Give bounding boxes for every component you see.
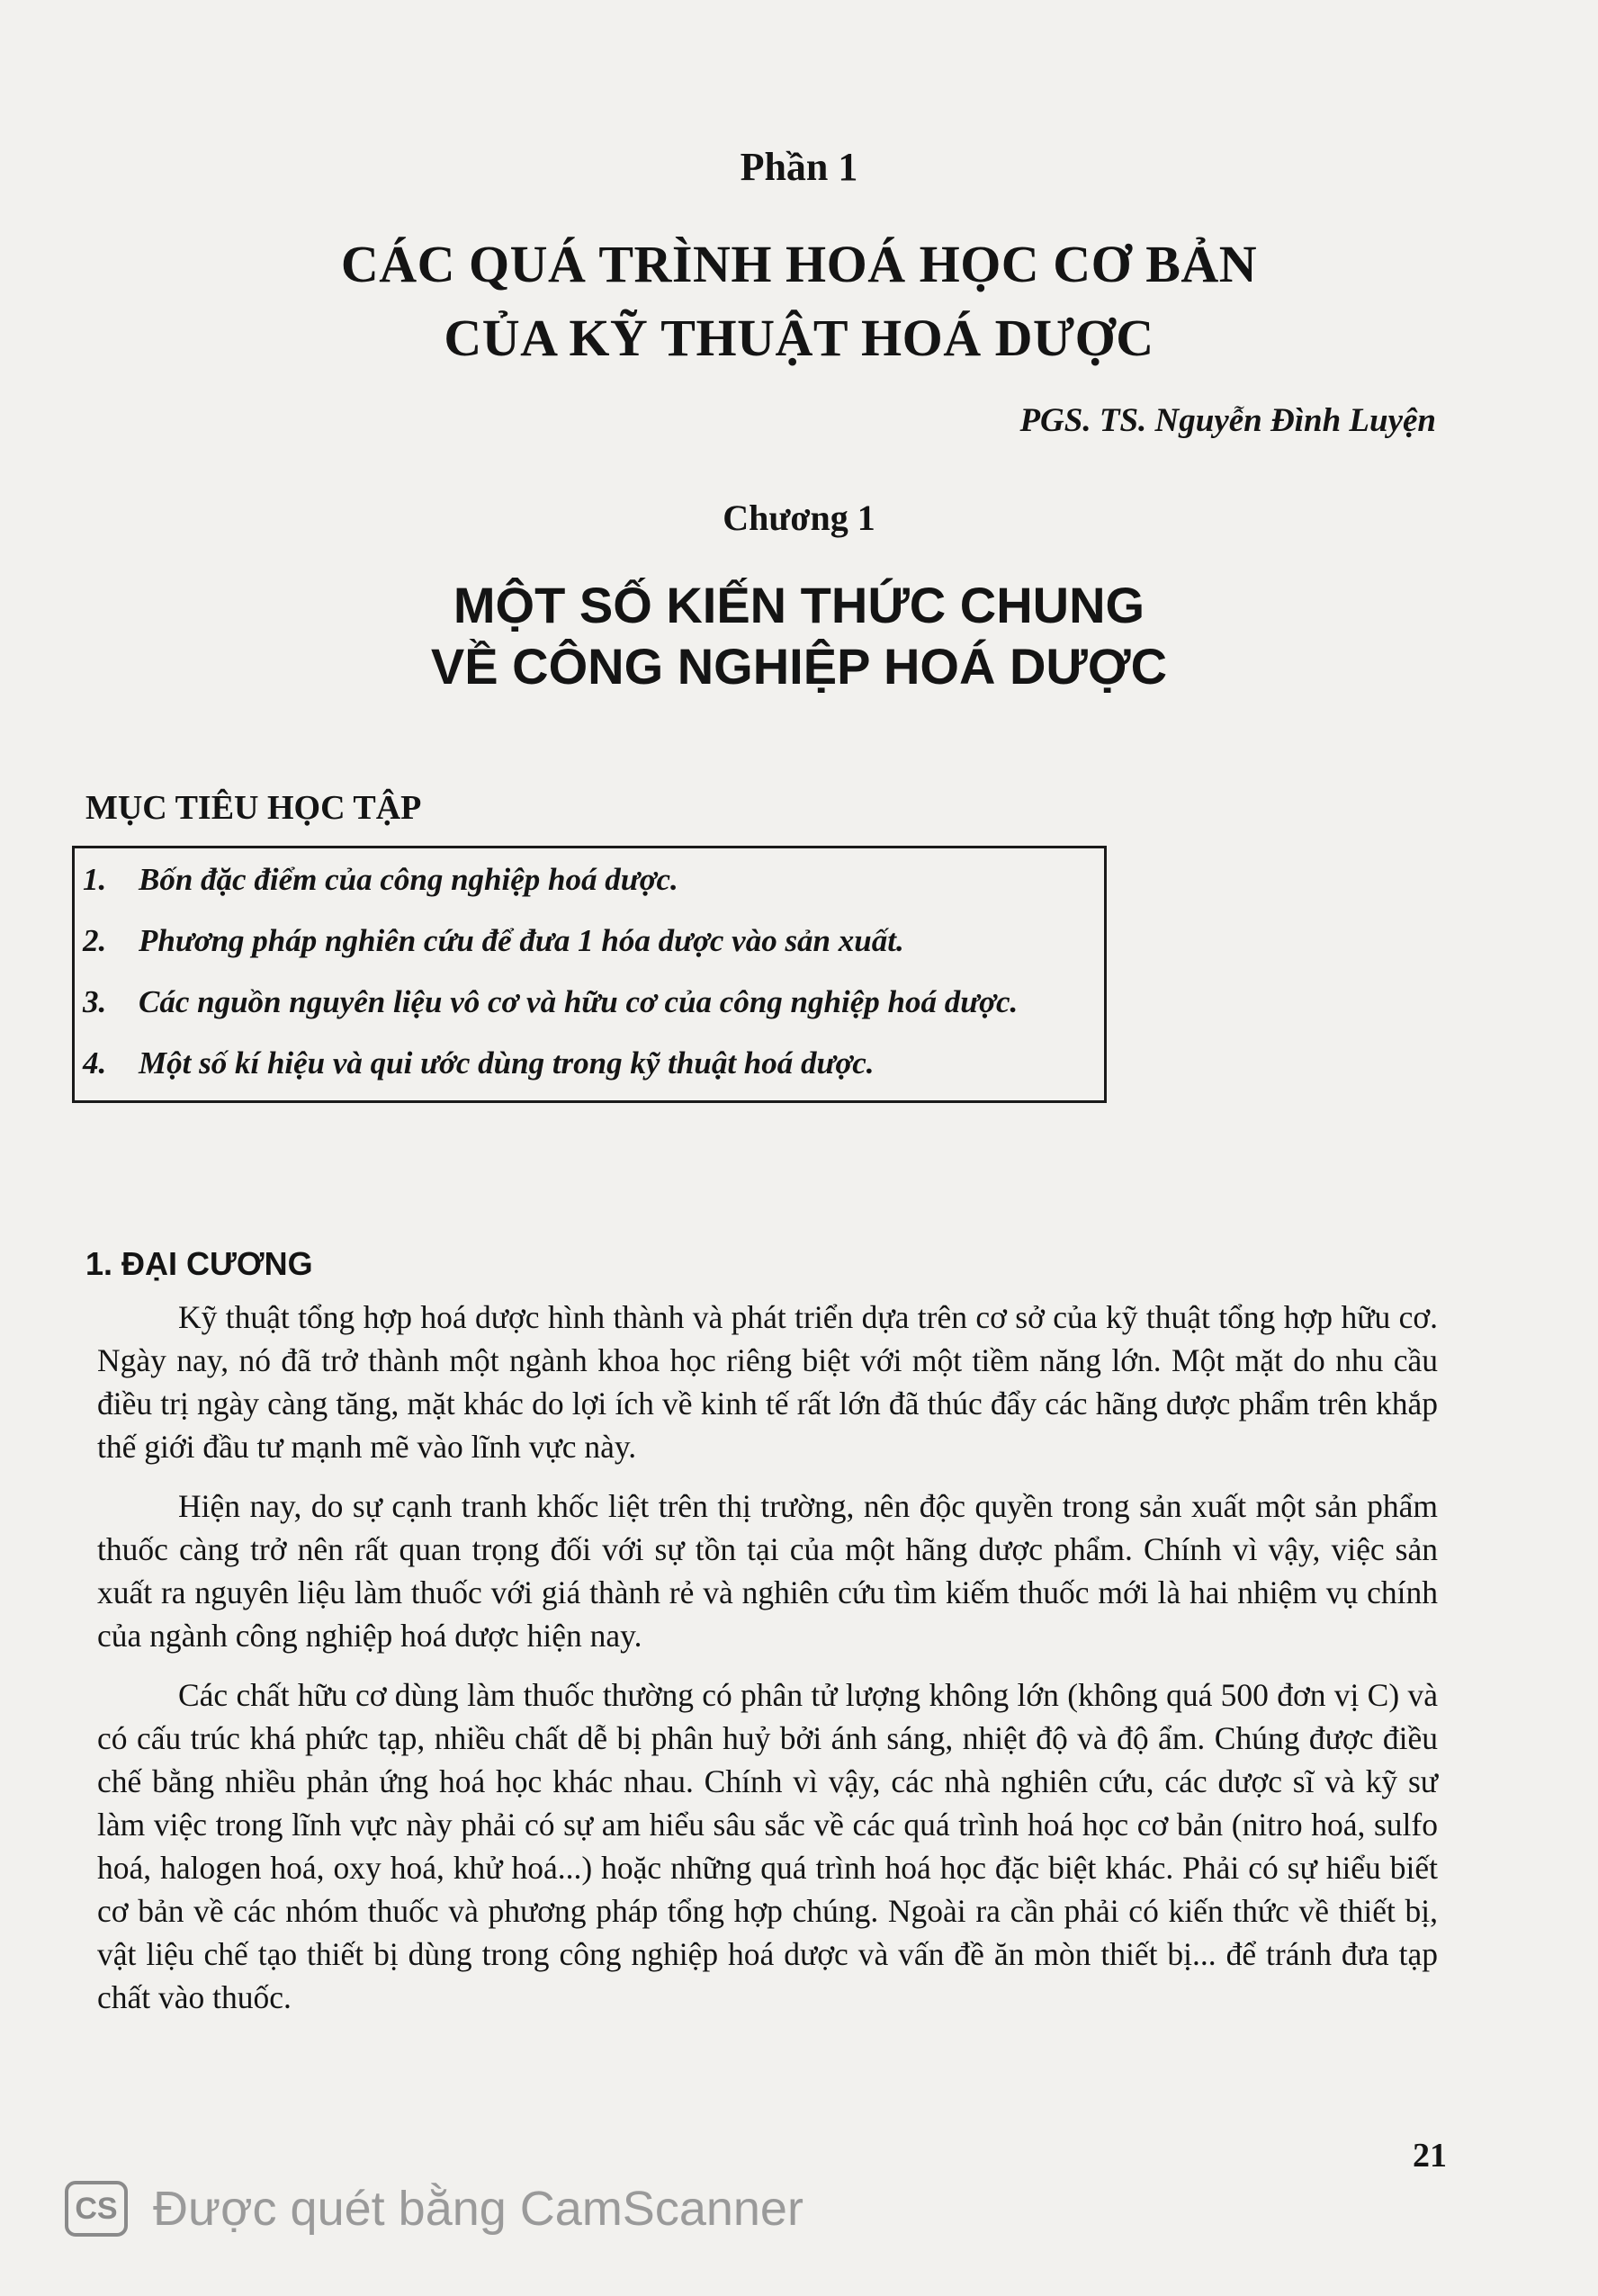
camscanner-logo-icon: CS — [65, 2181, 128, 2237]
watermark-text: Được quét bằng CamScanner — [153, 2182, 803, 2236]
part-label: Phần 1 — [740, 145, 858, 189]
body-paragraph: Hiện nay, do sự cạnh tranh khốc liệt trên thị trường, nên độc quyền trong sản xuất một sản phẩm thuốc càng trở nên rất quan trọng đối với sự tồn tại của một hãng dược phẩm. Chính vì vậy, việc sản xuất ra nguyên liệu làm thuốc với giá thành rẻ và nghiên cứu tìm kiếm thuốc mới là hai nhiệm vụ chính của ngành công nghiệp hoá dược hiện nay. — [97, 1488, 1438, 1654]
objective-number: 1. — [83, 862, 107, 897]
section-heading: 1. ĐẠI CƯƠNG — [85, 1245, 313, 1282]
page-number: 21 — [1413, 2137, 1447, 2175]
body-paragraph: Các chất hữu cơ dùng làm thuốc thường có phân tử lượng không lớn (không quá 500 đơn vị C) và có cấu trúc khá phức tạp, nhiều chất dễ bị phân huỷ bởi ánh sáng, nhiệt độ và độ ẩm. Chúng được điều chế bằng nhiều phản ứng hoá học khác nhau. Chính vì vậy, các nhà nghiên cứu, các dược sĩ và kỹ sư làm việc trong lĩnh vực này phải có sự am hiểu sâu sắc về các quá trình hoá học cơ bản (nitro hoá, sulfo hoá, halogen hoá, oxy hoá, khử hoá...) hoặc những quá trình hoá học đặc biệt khác. Phải có sự hiểu biết cơ bản về các nhóm thuốc và phương pháp tổng hợp chúng. Ngoài ra cần phải có kiến thức về thiết bị, vật liệu chế tạo thiết bị dùng trong công nghiệp hoá dược và vấn đề ăn mòn thiết bị... để tránh đưa tạp chất vào thuốc. — [97, 1677, 1438, 2015]
objective-text: Phương pháp nghiên cứu để đưa 1 hóa dược vào sản xuất. — [139, 923, 904, 958]
objective-number: 4. — [83, 1045, 107, 1081]
chapter-title-line2: VỀ CÔNG NGHIỆP HOÁ DƯỢC — [430, 638, 1168, 695]
objectives-heading: MỤC TIÊU HỌC TẬP — [85, 789, 422, 827]
author: PGS. TS. Nguyễn Đình Luyện — [1019, 402, 1436, 439]
camscanner-watermark — [65, 2177, 803, 2240]
objective-text: Một số kí hiệu và qui ước dùng trong kỹ thuật hoá dược. — [139, 1045, 875, 1081]
chapter-title-line1: MỘT SỐ KIẾN THỨC CHUNG — [453, 577, 1145, 633]
objective-text: Các nguồn nguyên liệu vô cơ và hữu cơ của công nghiệp hoá dược. — [139, 984, 1019, 1019]
objective-item — [83, 1045, 875, 1081]
objective-item — [83, 862, 678, 898]
objective-item — [83, 984, 1018, 1020]
objective-number: 3. — [83, 984, 107, 1019]
objective-text: Bốn đặc điểm của công nghiệp hoá dược. — [139, 862, 678, 897]
body-paragraph: Kỹ thuật tổng hợp hoá dược hình thành và phát triển dựa trên cơ sở của kỹ thuật tổng hợp hữu cơ. Ngày nay, nó đã trở thành một ngành khoa học riêng biệt với một tiềm năng lớn. Một mặt do nhu cầu điều trị ngày càng tăng, mặt khác do lợi ích về kinh tế rất lớn đã thúc đẩy các hãng dược phẩm trên khắp thế giới đầu tư mạnh mẽ vào lĩnh vực này. — [97, 1299, 1438, 1465]
objective-item — [83, 923, 904, 959]
part-title-line2: CỦA KỸ THUẬT HOÁ DƯỢC — [444, 309, 1154, 367]
objective-number: 2. — [83, 923, 107, 958]
chapter-label: Chương 1 — [723, 498, 875, 538]
part-title-line1: CÁC QUÁ TRÌNH HOÁ HỌC CƠ BẢN — [340, 235, 1258, 293]
